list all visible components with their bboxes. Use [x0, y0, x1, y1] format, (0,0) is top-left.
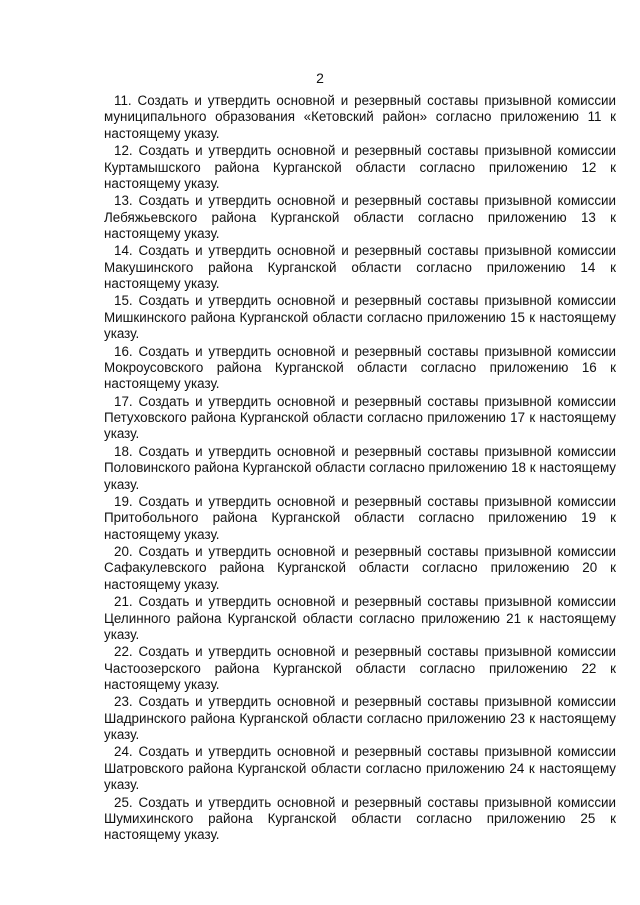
- item-text: Создать и утвердить основной и резервный составы призывной комиссии Куртамышского района Курганской области согласно приложению 12 к настоящему указу.: [104, 143, 616, 191]
- list-item: [104, 394, 616, 443]
- item-number: 19.: [114, 493, 133, 509]
- page-number: 2: [316, 70, 324, 86]
- item-text: Создать и утвердить основной и резервный составы призывной комиссии Сафакулевского района Курганской области согласно приложению 20 к настоящему указу.: [104, 543, 616, 592]
- item-text: Создать и утвердить основной и резервный составы призывной комиссии Притобольного района Курганской области согласно приложению 19 к настоящему указу.: [104, 493, 616, 542]
- item-text: Создать и утвердить основной и резервный составы призывной комиссии Шатровского района Курганской области согласно приложению 24 к настоящему указу.: [104, 744, 616, 793]
- item-number: 18.: [114, 443, 133, 459]
- item-number: 22.: [114, 644, 133, 660]
- item-text: Создать и утвердить основной и резервный составы призывной комиссии муниципального образования «Кетовский район» согласно приложению 11 к настоящему указу.: [104, 93, 616, 141]
- item-text: Создать и утвердить основной и резервный составы призывной комиссии Мокроусовского района Курганской области согласно приложению 16 к настоящему указу.: [104, 343, 616, 392]
- list-item: [104, 594, 616, 643]
- list-item: [104, 243, 616, 292]
- list-item: [104, 344, 616, 393]
- list-item: [104, 694, 616, 743]
- list-item: [104, 193, 616, 242]
- item-number: 12.: [114, 143, 133, 159]
- list-item: [104, 744, 616, 793]
- list-item: [104, 293, 616, 342]
- list-item: [104, 93, 616, 142]
- item-number: 14.: [114, 243, 133, 259]
- list-item: [104, 544, 616, 593]
- list-item: [104, 143, 616, 192]
- list-item: [104, 644, 616, 693]
- item-number: 16.: [114, 343, 133, 359]
- item-text: Создать и утвердить основной и резервный составы призывной комиссии Половинского района Курганской области согласно приложению 18 к настоящему указу.: [104, 443, 616, 492]
- item-text: Создать и утвердить основной и резервный составы призывной комиссии Целинного района Курганской области согласно приложению 21 к настоящему указу.: [104, 594, 616, 642]
- item-text: Создать и утвердить основной и резервный составы призывной комиссии Лебяжьевского района Курганской области согласно приложению 13 к настоящему указу.: [104, 193, 616, 242]
- item-number: 21.: [114, 594, 133, 610]
- item-number: 20.: [114, 543, 133, 559]
- item-number: 23.: [114, 694, 133, 710]
- item-text: Создать и утвердить основной и резервный составы призывной комиссии Частоозерского района Курганской области согласно приложению 22 к настоящему указу.: [104, 644, 616, 693]
- item-text: Создать и утвердить основной и резервный составы призывной комиссии Шадринского района Курганской области согласно приложению 23 к настоящему указу.: [104, 694, 616, 743]
- list-item: [104, 494, 616, 543]
- item-number: 11.: [114, 93, 132, 108]
- paragraph-list: [104, 93, 616, 845]
- item-text: Создать и утвердить основной и резервный составы призывной комиссии Макушинского района Курганской области согласно приложению 14 к настоящему указу.: [104, 243, 616, 292]
- item-number: 24.: [114, 744, 133, 760]
- list-item: [104, 444, 616, 493]
- list-item: [104, 795, 616, 844]
- item-number: 25.: [114, 794, 133, 810]
- item-number: 13.: [114, 193, 133, 209]
- item-number: 15.: [114, 293, 133, 309]
- item-text: Создать и утвердить основной и резервный составы призывной комиссии Мишкинского района Курганской области согласно приложению 15 к настоящему указу.: [104, 293, 616, 342]
- item-text: Создать и утвердить основной и резервный составы призывной комиссии Петуховского района Курганской области согласно приложению 17 к настоящему указу.: [104, 393, 616, 442]
- item-number: 17.: [114, 393, 133, 409]
- item-text: Создать и утвердить основной и резервный составы призывной комиссии Шумихинского района Курганской области согласно приложению 25 к настоящему указу.: [104, 794, 616, 843]
